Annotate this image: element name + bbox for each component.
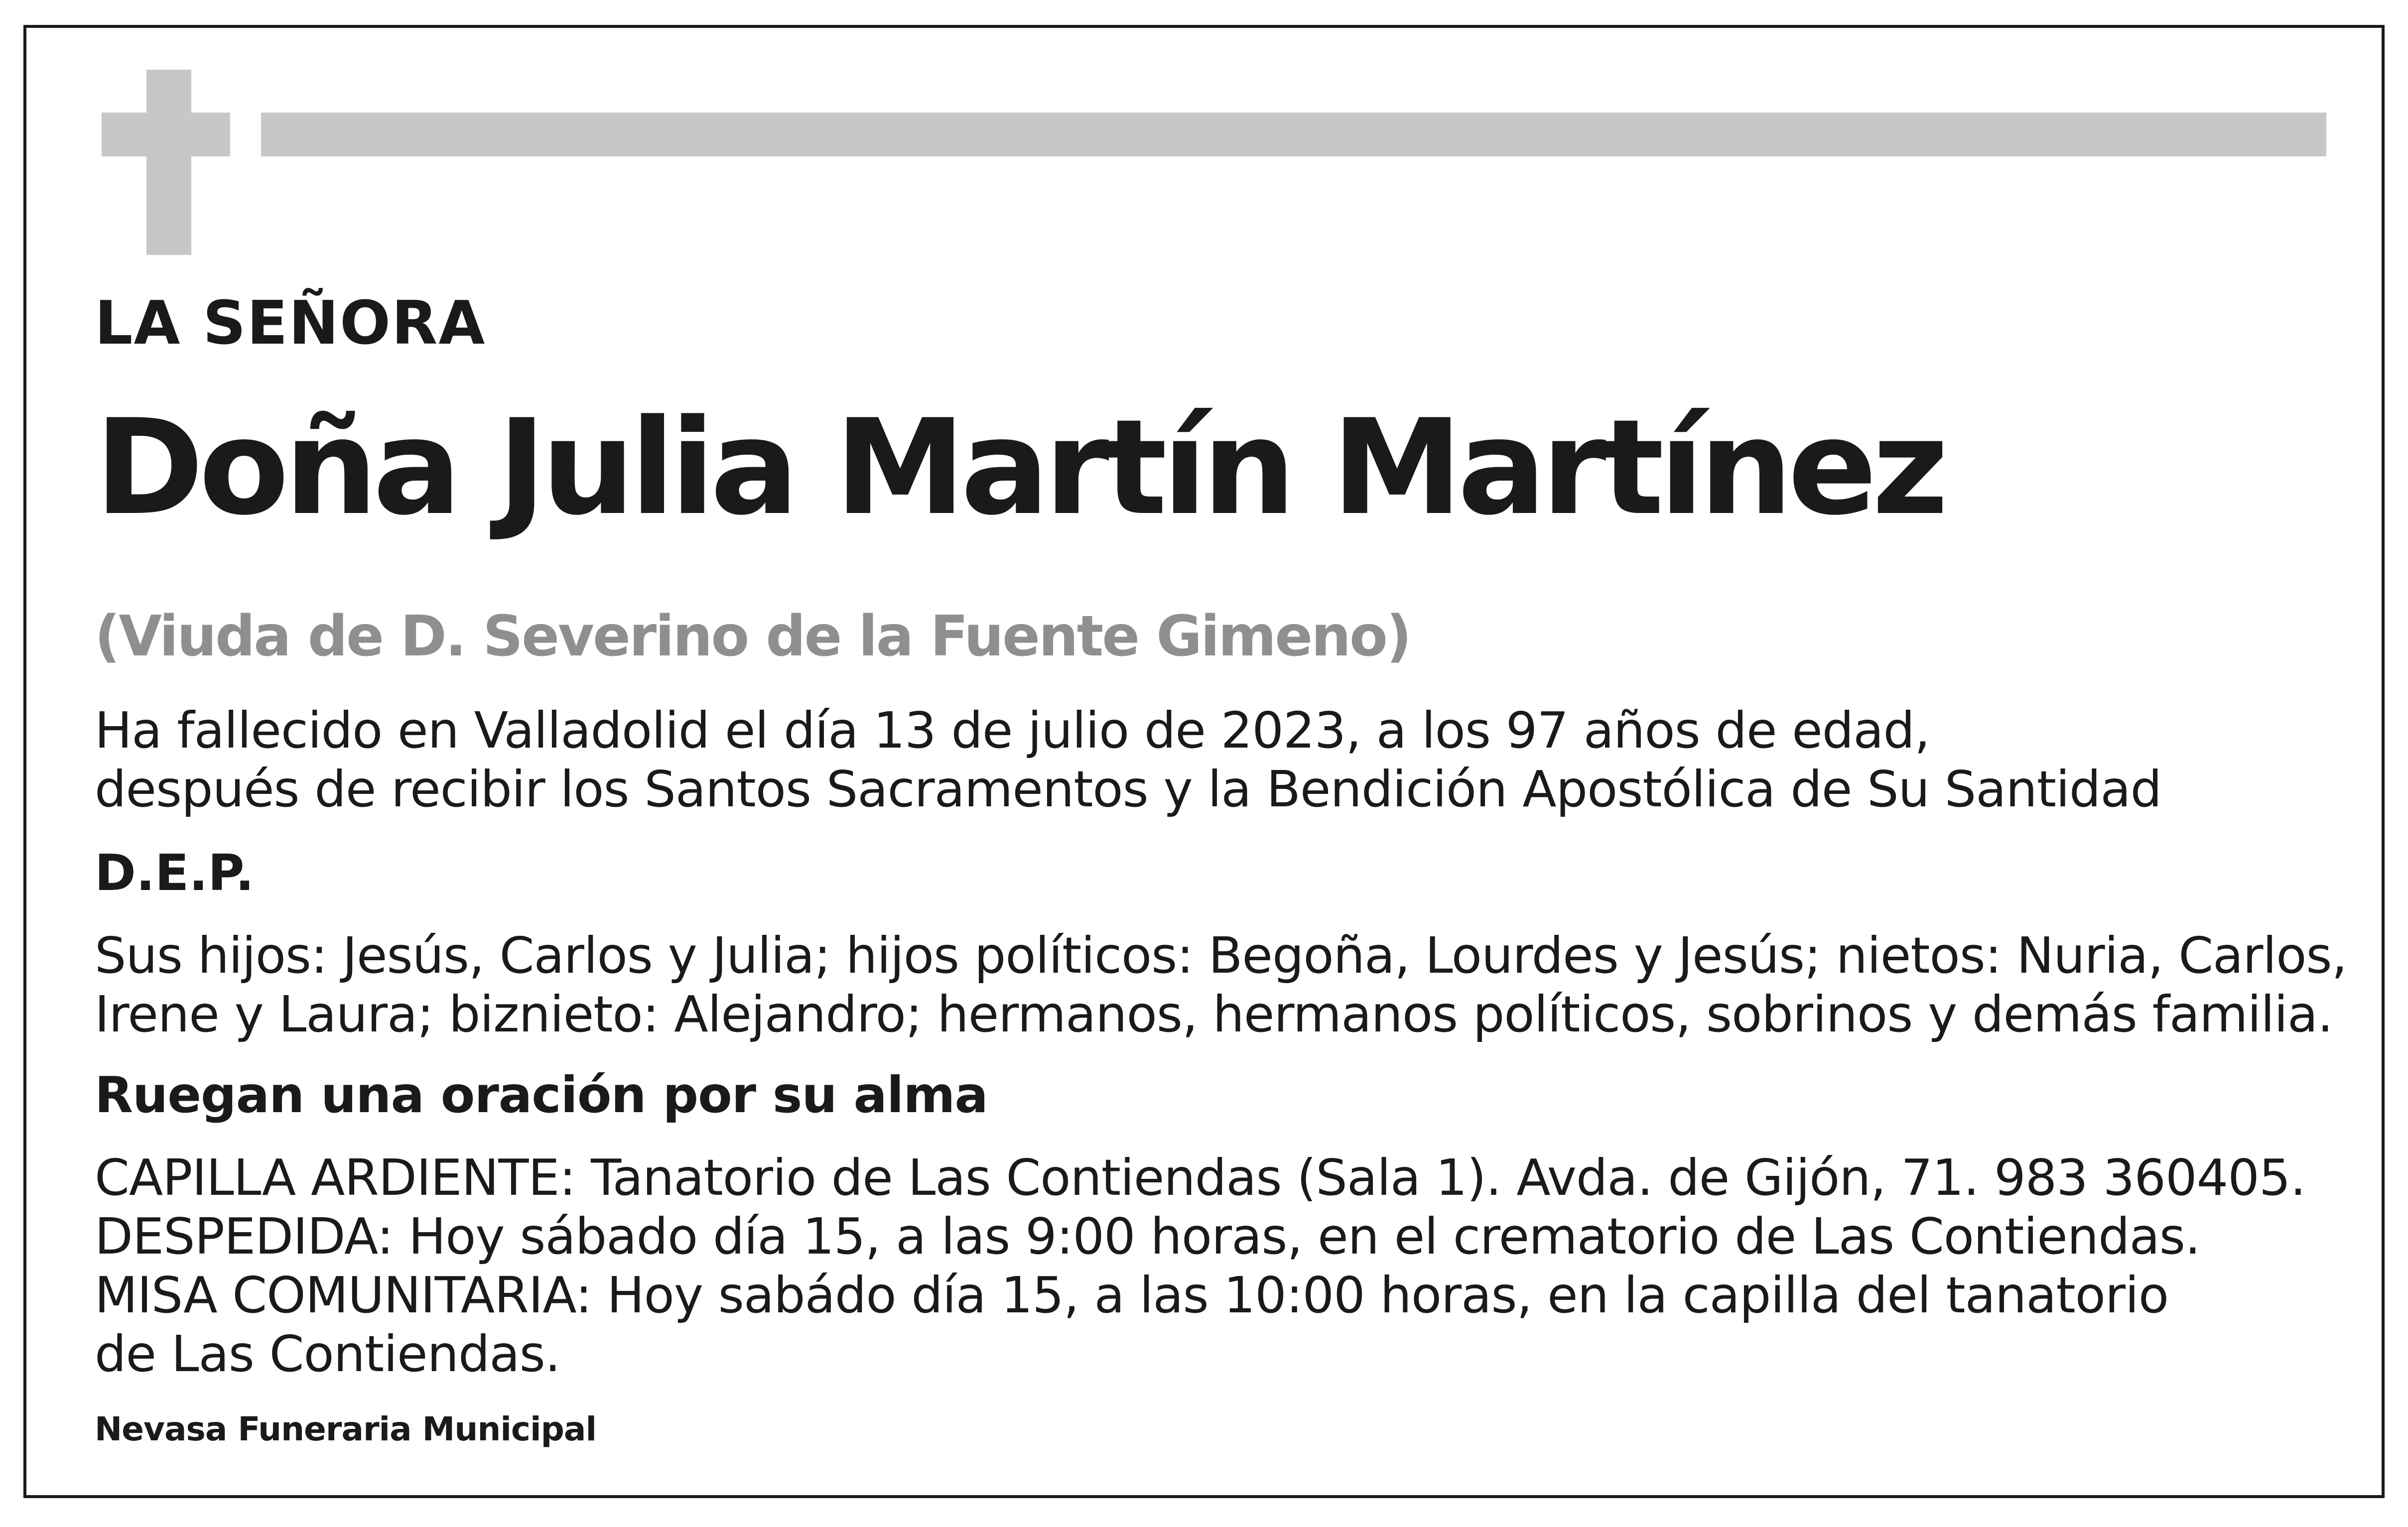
family-line: Sus hijos: Jesús, Carlos y Julia; hijos políticos: Begoña, Lourdes y Jesús; nietos: Nuria, Carlos,	[95, 926, 2347, 985]
dep-label: D.E.P.	[95, 844, 255, 902]
notice-heading: LA SEÑORA	[95, 289, 486, 358]
prayer-request: Ruegan una oración por su alma	[95, 1066, 988, 1124]
service-line: de Las Contiendas.	[95, 1325, 560, 1383]
announcement-line: Ha fallecido en Valladolid el día 13 de julio de 2023, a los 97 años de edad,	[95, 701, 1930, 760]
deceased-name: Doña Julia Martín Martínez	[95, 391, 1944, 544]
service-details	[95, 1148, 2305, 1384]
header-rule	[261, 113, 2326, 156]
widow-subtitle: (Viuda de D. Severino de la Fuente Gimeno)	[95, 604, 1411, 669]
family-line: Irene y Laura; biznieto: Alejandro; hermanos, hermanos políticos, sobrinos y demás familia.	[95, 985, 2333, 1043]
cross-horizontal-bar	[102, 113, 230, 156]
death-announcement	[95, 701, 2161, 819]
service-line: DESPEDIDA: Hoy sábado día 15, a las 9:00 horas, en el crematorio de Las Contiendas.	[95, 1207, 2200, 1266]
funeral-home-name: Nevasa Funeraria Municipal	[95, 1410, 597, 1448]
service-line: CAPILLA ARDIENTE: Tanatorio de Las Contiendas (Sala 1). Avda. de Gijón, 71. 983 360405.	[95, 1148, 2306, 1207]
family-list	[95, 926, 2347, 1044]
cross-vertical-bar	[146, 70, 191, 255]
announcement-line: después de recibir los Santos Sacramentos y la Bendición Apostólica de Su Santidad	[95, 760, 2162, 818]
service-line: MISA COMUNITARIA: Hoy sabádo día 15, a las 10:00 horas, en la capilla del tanatorio	[95, 1266, 2168, 1324]
